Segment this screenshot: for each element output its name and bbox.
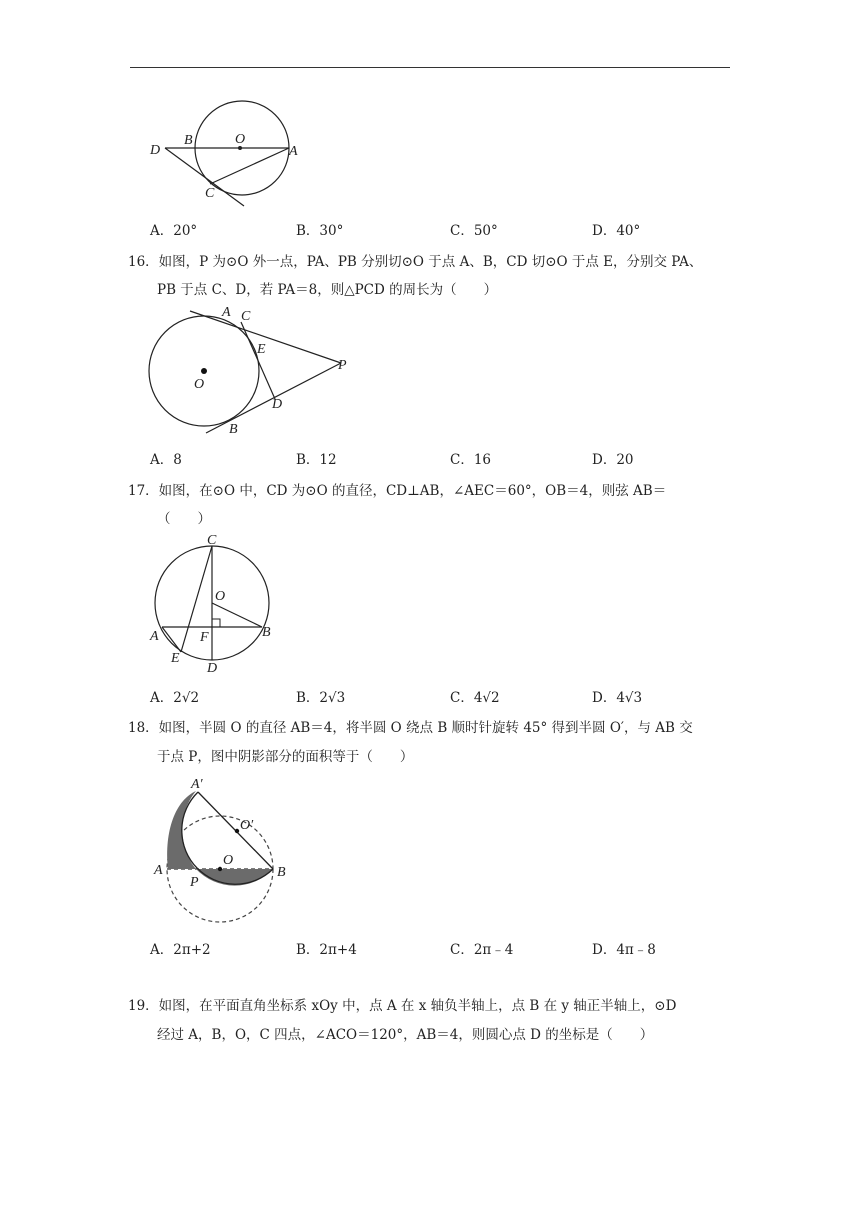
- q17-label-D: D: [207, 661, 218, 676]
- q15-label-B: B: [184, 133, 193, 148]
- q18-label-B: B: [277, 865, 286, 880]
- q18-label-P: P: [190, 875, 199, 890]
- q18-label-A: A: [154, 863, 163, 878]
- q15-option-b[interactable]: B．30°: [296, 223, 344, 239]
- q16-option-a[interactable]: A．8: [150, 452, 182, 468]
- q15-label-D: D: [150, 143, 161, 158]
- q15-label-A: A: [289, 144, 298, 159]
- q16-label-P: P: [338, 358, 347, 373]
- q15-option-c[interactable]: C．50°: [450, 223, 498, 239]
- q17-label-F: F: [200, 630, 209, 645]
- q17-label-O: O: [215, 589, 226, 604]
- q17-option-c[interactable]: C．4√2: [450, 690, 500, 706]
- q18-option-a[interactable]: A．2π+2: [150, 942, 211, 958]
- q15-option-a[interactable]: A．20°: [150, 223, 198, 239]
- q17-option-b[interactable]: B．2√3: [296, 690, 346, 706]
- q16-option-b[interactable]: B．12: [296, 452, 337, 468]
- q18-label-O: O: [223, 853, 234, 868]
- q16-label-C: C: [241, 309, 251, 324]
- q16-label-B: B: [229, 422, 238, 437]
- q16-label-E: E: [257, 342, 266, 357]
- q19-stem-line1: 19．如图，在平面直角坐标系 xOy 中，点 A 在 x 轴负半轴上，点 B 在 y 轴正半轴上，⊙D: [128, 998, 677, 1014]
- q17-stem-line1: 17．如图，在⊙O 中，CD 为⊙O 的直径，CD⊥AB，∠AEC＝60°，OB＝4，则弦 AB＝: [128, 483, 667, 499]
- q18-stem-line2: 于点 P，图中阴影部分的面积等于（ ）: [157, 749, 414, 765]
- q18-option-c[interactable]: C．2π﹣4: [450, 942, 514, 958]
- q16-option-d[interactable]: D．20: [592, 452, 634, 468]
- q16-stem-line2: PB 于点 C、D，若 PA＝8，则△PCD 的周长为（ ）: [157, 282, 498, 298]
- q17-label-E: E: [171, 651, 180, 666]
- q17-label-B: B: [262, 625, 271, 640]
- q17-option-d[interactable]: D．4√3: [592, 690, 643, 706]
- q18-stem-line1: 18．如图，半圆 O 的直径 AB＝4，将半圆 O 绕点 B 顺时针旋转 45° 得到半圆 O′，与 AB 交: [128, 720, 693, 736]
- q18-label-A-prime: A′: [191, 777, 203, 792]
- q15-option-d[interactable]: D．40°: [592, 223, 641, 239]
- q17-label-A: A: [150, 629, 159, 644]
- q18-label-O-prime: O′: [240, 818, 254, 833]
- q18-option-b[interactable]: B．2π+4: [296, 942, 357, 958]
- q18-option-d[interactable]: D．4π﹣8: [592, 942, 656, 958]
- q19-stem-line2: 经过 A，B，O，C 四点，∠ACO＝120°，AB＝4，则圆心点 D 的坐标是（ ）: [157, 1027, 654, 1043]
- q16-label-A: A: [222, 305, 231, 320]
- q16-label-D: D: [272, 397, 283, 412]
- q17-label-C: C: [207, 533, 217, 548]
- q16-option-c[interactable]: C．16: [450, 452, 492, 468]
- q16-stem-line1: 16．如图，P 为⊙O 外一点，PA、PB 分别切⊙O 于点 A、B，CD 切⊙O 于点 E，分别交 PA、: [128, 254, 703, 270]
- q16-label-O: O: [194, 377, 205, 392]
- q15-label-C: C: [205, 186, 215, 201]
- q15-label-O: O: [235, 132, 246, 147]
- q17-option-a[interactable]: A．2√2: [150, 690, 200, 706]
- q17-stem-line2: （ ）: [157, 511, 211, 527]
